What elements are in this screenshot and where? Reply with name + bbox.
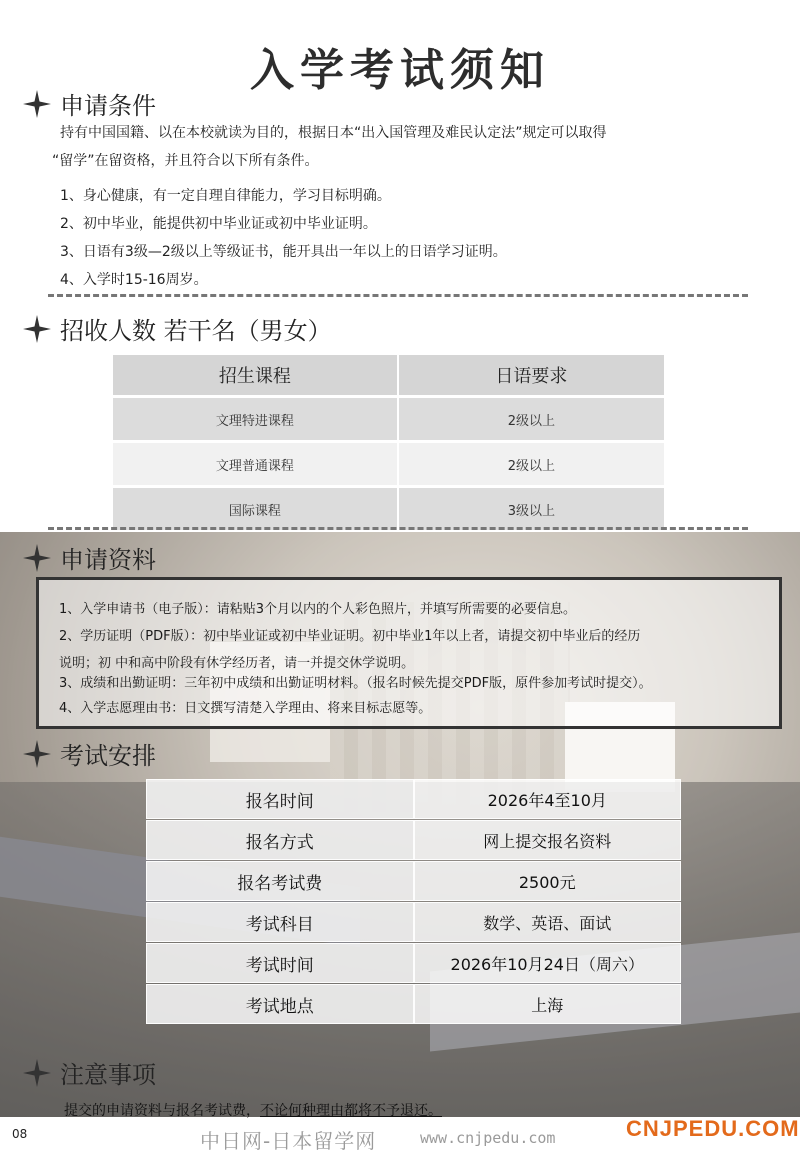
table-cell-course: 国际课程 bbox=[113, 487, 398, 531]
documents-line: 3、成绩和出勤证明：三年初中成绩和出勤证明材料。（报名时候先提交PDF版，原件参加考试时提交）。 bbox=[59, 676, 652, 691]
exam-label: 报名考试费 bbox=[146, 861, 414, 901]
sparkle-icon bbox=[22, 543, 52, 573]
table-cell-course: 文理普通课程 bbox=[113, 442, 398, 487]
exam-value: 网上提交报名资料 bbox=[414, 820, 682, 860]
exam-label: 考试时间 bbox=[146, 943, 414, 983]
table-cell-requirement: 2级以上 bbox=[398, 442, 665, 487]
exam-value: 上海 bbox=[414, 984, 682, 1024]
exam-label: 报名时间 bbox=[146, 779, 414, 819]
section-heading-notice bbox=[22, 1055, 156, 1090]
exam-label: 考试地点 bbox=[146, 984, 414, 1024]
table-cell-requirement: 2级以上 bbox=[398, 397, 665, 442]
section-title-notice: 注意事项 bbox=[60, 1061, 156, 1089]
sparkle-icon bbox=[22, 1058, 52, 1088]
sparkle-icon bbox=[22, 739, 52, 769]
sparkle-icon bbox=[22, 89, 52, 119]
notice-text bbox=[64, 1100, 442, 1120]
section-title-documents: 申请资料 bbox=[60, 546, 156, 574]
table-cell-requirement: 3级以上 bbox=[398, 487, 665, 531]
conditions-item: 4、入学时15-16周岁。 bbox=[60, 272, 208, 288]
page-title: 入学考试须知 bbox=[250, 45, 550, 96]
table-row bbox=[146, 943, 681, 983]
table-row bbox=[146, 779, 681, 819]
documents-line: 1、入学申请书（电子版）：请粘贴3个月以内的个人彩色照片，并填写所需要的必要信息。 bbox=[59, 602, 577, 617]
table-cell-course: 文理特进课程 bbox=[113, 397, 398, 442]
conditions-intro-line2: “留学”在留资格，并且符合以下所有条件。 bbox=[52, 153, 319, 169]
site-logo: CNJPEDU.COM bbox=[626, 1116, 800, 1141]
section-heading-conditions bbox=[22, 86, 156, 121]
table-row bbox=[113, 397, 665, 442]
section-title-exam: 考试安排 bbox=[60, 742, 156, 770]
documents-box bbox=[36, 577, 782, 729]
section-title-conditions: 申请条件 bbox=[60, 92, 156, 120]
table-header-course: 招生课程 bbox=[113, 355, 398, 397]
exam-schedule-table bbox=[146, 779, 681, 1025]
page-number: 08 bbox=[12, 1127, 28, 1141]
exam-value: 2026年4至10月 bbox=[414, 779, 682, 819]
table-row bbox=[113, 442, 665, 487]
section-heading-exam bbox=[22, 736, 156, 771]
watermark-url: www.cnjpedu.com bbox=[420, 1129, 556, 1147]
table-header-row bbox=[113, 355, 665, 397]
documents-line: 说明；初 中和高中阶段有休学经历者，请一并提交休学说明。 bbox=[59, 656, 415, 671]
exam-value: 数学、英语、面试 bbox=[414, 902, 682, 942]
table-header-japanese: 日语要求 bbox=[398, 355, 665, 397]
conditions-intro-line1: 持有中国国籍、以在本校就读为目的，根据日本“出入国管理及难民认定法”规定可以取得 bbox=[60, 125, 607, 141]
conditions-item: 3、日语有3级—2级以上等级证书，能开具出一年以上的日语学习证明。 bbox=[60, 244, 507, 260]
divider bbox=[48, 294, 748, 297]
divider bbox=[48, 527, 748, 530]
documents-line: 2、学历证明（PDF版）：初中毕业证或初中毕业证明。初中毕业1年以上者，请提交初中毕业后的经历 bbox=[59, 629, 641, 644]
conditions-item: 2、初中毕业，能提供初中毕业证或初中毕业证明。 bbox=[60, 216, 377, 232]
table-row bbox=[113, 487, 665, 531]
table-row bbox=[146, 902, 681, 942]
watermark-text: 中日网-日本留学网 bbox=[200, 1129, 377, 1153]
table-row bbox=[146, 820, 681, 860]
exam-label: 报名方式 bbox=[146, 820, 414, 860]
table-row bbox=[146, 861, 681, 901]
section-heading-enrollment bbox=[22, 311, 332, 346]
documents-line: 4、入学志愿理由书：日文撰写清楚入学理由、将来目标志愿等。 bbox=[59, 701, 432, 716]
exam-value: 2500元 bbox=[414, 861, 682, 901]
exam-value: 2026年10月24日（周六） bbox=[414, 943, 682, 983]
exam-label: 考试科目 bbox=[146, 902, 414, 942]
conditions-item: 1、身心健康，有一定自理自律能力，学习目标明确。 bbox=[60, 188, 391, 204]
notice-underlined: 不论何种理由都将不予退还。 bbox=[260, 1103, 442, 1119]
section-title-enrollment: 招收人数 若干名（男女） bbox=[60, 317, 332, 345]
sparkle-icon bbox=[22, 314, 52, 344]
course-requirements-table bbox=[113, 355, 666, 530]
table-row bbox=[146, 984, 681, 1024]
notice-plain: 提交的申请资料与报名考试费， bbox=[64, 1103, 260, 1119]
section-heading-documents bbox=[22, 540, 156, 575]
